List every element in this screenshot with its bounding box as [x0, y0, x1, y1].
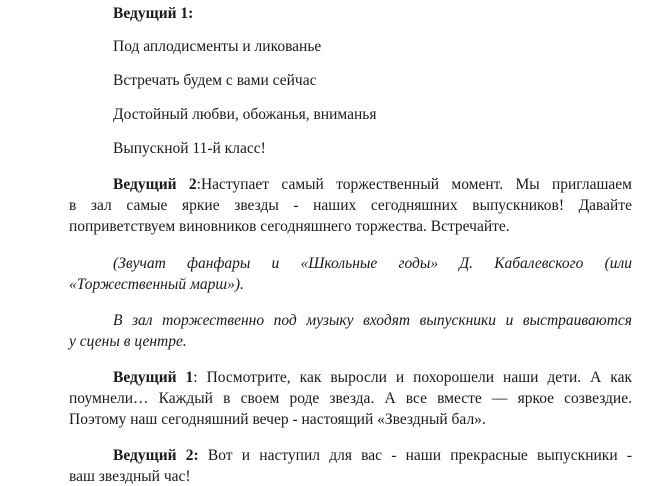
- stage-direction-line: «Торжественный марш»).: [69, 276, 244, 293]
- verse-line: Под аплодисменты и ликованье: [113, 38, 322, 55]
- verse-line: Выпускной 11-й класс!: [113, 140, 266, 157]
- paragraph-line: поумнели… Каждый в своем роде звезда. А все вместе — яркое созвездие.: [69, 390, 632, 407]
- paragraph-line: Ведущий 2:Наступает самый торжественный момент. Мы приглашаем: [113, 176, 632, 193]
- stage-direction-line: (Звучат фанфары и «Школьные годы» Д. Кабалевского (или: [113, 255, 632, 272]
- paragraph-line: в зал самые яркие звезды - наших сегодняшних выпускников! Давайте: [69, 197, 632, 214]
- speaker-heading: Ведущий 1:: [113, 5, 194, 22]
- paragraph-line: ваш звездный час!: [69, 468, 191, 485]
- speaker-label: Ведущий 2: [113, 176, 197, 193]
- paragraph-line: Ведущий 1: Посмотрите, как выросли и похорошели наши дети. А как: [113, 369, 632, 386]
- stage-direction-line: у сцены в центре.: [69, 333, 187, 350]
- paragraph-line: поприветствуем виновников сегодняшнего торжества. Встречайте.: [69, 218, 510, 235]
- paragraph-line: Поэтому наш сегодняшний вечер - настоящий «Звездный бал».: [69, 411, 486, 428]
- speaker-label: Ведущий 2:: [113, 447, 199, 464]
- paragraph-line: Ведущий 2: Вот и наступил для вас - наши прекрасные выпускники -: [113, 447, 632, 464]
- verse-line: Достойный любви, обожанья, вниманья: [113, 106, 377, 123]
- speaker-label: Ведущий 1: [113, 369, 194, 386]
- verse-line: Встречать будем с вами сейчас: [113, 72, 317, 89]
- stage-direction-line: В зал торжественно под музыку входят выпускники и выстраиваются: [113, 312, 632, 329]
